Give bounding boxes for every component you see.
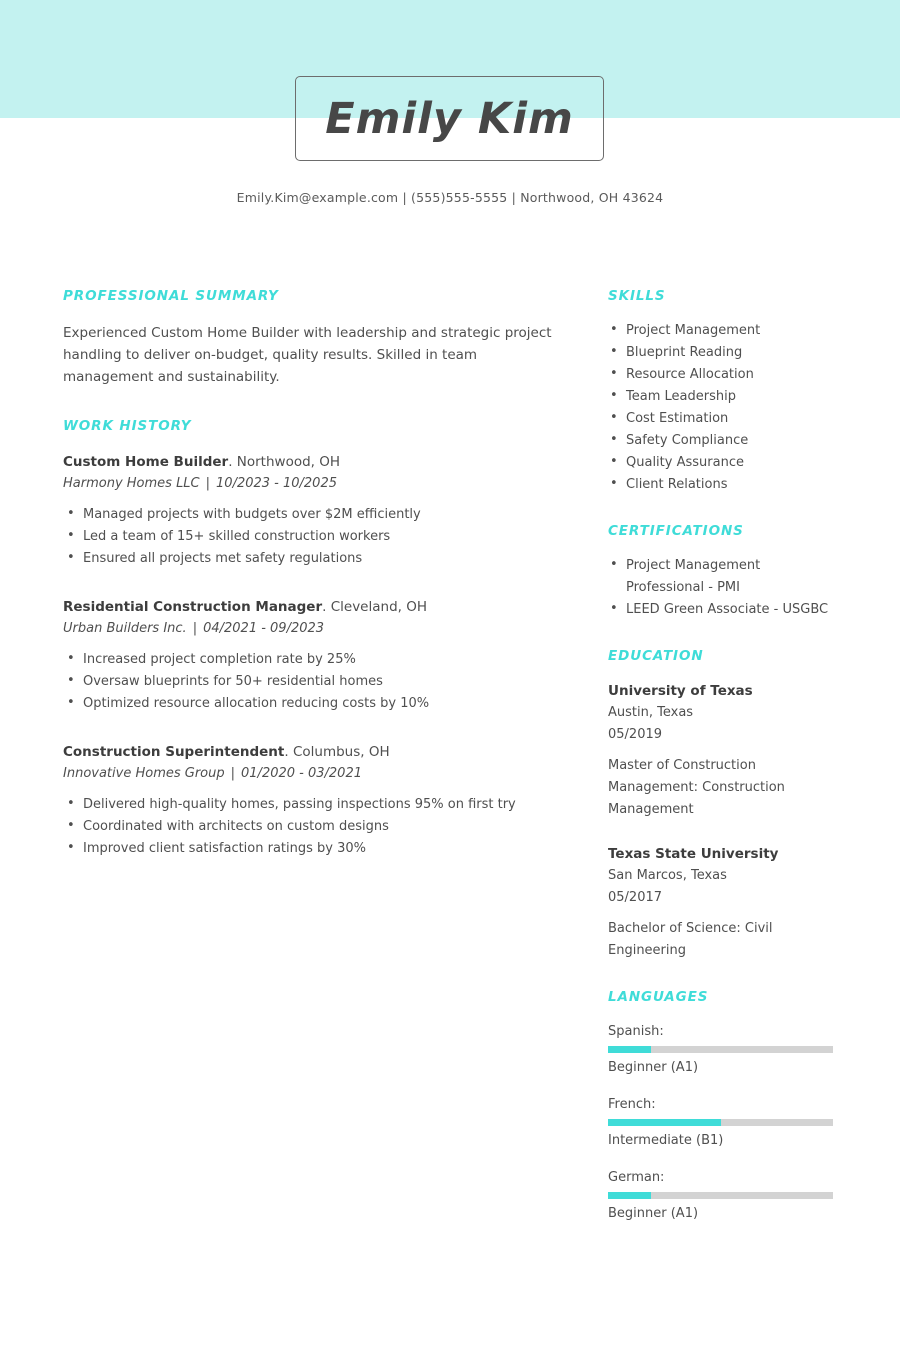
language-entry xyxy=(608,1167,840,1224)
language-entry xyxy=(608,1021,840,1078)
education-school: Texas State University xyxy=(608,846,779,862)
certifications-section xyxy=(608,523,840,621)
education-degree: Bachelor of Science: Civil Engineering xyxy=(608,921,773,958)
name-box xyxy=(295,76,604,161)
work-history-entry xyxy=(63,597,568,715)
contact-line: Emily.Kim@example.com | (555)555-5555 | Northwood, OH 43624 xyxy=(236,190,664,205)
skill-item: • Client Relations xyxy=(608,474,840,496)
language-name: Spanish: xyxy=(608,1024,664,1039)
skill-item: • Team Leadership xyxy=(608,386,840,408)
certification-item: • LEED Green Associate - USGBC xyxy=(608,599,840,621)
job-dates: 01/2020 - 03/2021 xyxy=(241,766,362,781)
job-location: . Columbus, OH xyxy=(284,744,390,760)
job-title: Construction Superintendent xyxy=(63,744,285,760)
job-meta-separator: | xyxy=(205,476,211,491)
skill-item: • Project Management xyxy=(608,320,840,342)
language-proficiency-bar xyxy=(608,1046,833,1053)
skills-section xyxy=(608,288,840,496)
language-level: Beginner (A1) xyxy=(608,1206,699,1221)
education-date: 05/2019 xyxy=(608,727,663,742)
job-meta xyxy=(63,473,568,494)
job-bullet: • Ensured all projects met safety regulations xyxy=(63,548,568,570)
job-company: Innovative Homes Group xyxy=(63,766,225,781)
work-history-entry xyxy=(63,742,568,860)
job-meta-separator: | xyxy=(192,621,198,636)
section-heading-summary: PROFESSIONAL SUMMARY xyxy=(63,288,279,304)
job-bullet-list xyxy=(63,794,568,860)
job-title: Residential Construction Manager xyxy=(63,599,323,615)
job-company: Harmony Homes LLC xyxy=(63,476,200,491)
right-column xyxy=(608,288,840,1251)
language-entry xyxy=(608,1094,840,1151)
job-meta xyxy=(63,763,568,784)
job-bullet: • Led a team of 15+ skilled construction workers xyxy=(63,526,568,548)
page-title: Emily Kim xyxy=(325,93,574,144)
job-heading xyxy=(63,597,568,618)
skill-item: • Quality Assurance xyxy=(608,452,840,474)
job-bullet: • Increased project completion rate by 25% xyxy=(63,649,568,671)
job-heading xyxy=(63,742,568,763)
language-name: French: xyxy=(608,1097,656,1112)
languages-section xyxy=(608,989,840,1224)
language-proficiency-fill xyxy=(608,1119,721,1126)
education-location: Austin, Texas xyxy=(608,705,694,720)
section-heading-work-history: WORK HISTORY xyxy=(63,418,192,434)
skill-item: • Blueprint Reading xyxy=(608,342,840,364)
work-history-entry xyxy=(63,452,568,570)
job-bullet-list xyxy=(63,504,568,570)
education-school: University of Texas xyxy=(608,683,753,699)
job-location: . Cleveland, OH xyxy=(322,599,427,615)
job-company: Urban Builders Inc. xyxy=(63,621,187,636)
job-title: Custom Home Builder xyxy=(63,454,229,470)
education-degree: Master of Construction Management: Construction Management xyxy=(608,758,785,817)
job-meta-separator: | xyxy=(230,766,236,781)
job-dates: 04/2021 - 09/2023 xyxy=(203,621,325,636)
left-column xyxy=(63,288,568,890)
skill-item: • Resource Allocation xyxy=(608,364,840,386)
job-bullet-list xyxy=(63,649,568,715)
job-location: . Northwood, OH xyxy=(228,454,341,470)
language-proficiency-fill xyxy=(608,1046,651,1053)
job-bullet: • Optimized resource allocation reducing costs by 10% xyxy=(63,693,568,715)
skills-list xyxy=(608,320,840,496)
job-bullet: • Oversaw blueprints for 50+ residential homes xyxy=(63,671,568,693)
language-name: German: xyxy=(608,1170,665,1185)
summary-text: Experienced Custom Home Builder with leadership and strategic project handling to deliver on-budget, quality results. Skilled in team management and sustainability. xyxy=(63,325,552,385)
education-date: 05/2017 xyxy=(608,890,663,905)
section-heading-certifications: CERTIFICATIONS xyxy=(608,523,744,539)
job-bullet: • Managed projects with budgets over $2M efficiently xyxy=(63,504,568,526)
education-entry xyxy=(608,680,840,821)
job-dates: 10/2023 - 10/2025 xyxy=(216,476,337,491)
language-level: Intermediate (B1) xyxy=(608,1133,724,1148)
language-proficiency-bar xyxy=(608,1192,833,1199)
section-heading-skills: SKILLS xyxy=(608,288,666,304)
job-meta xyxy=(63,618,568,639)
section-heading-languages: LANGUAGES xyxy=(608,989,709,1005)
skill-item: • Cost Estimation xyxy=(608,408,840,430)
language-level: Beginner (A1) xyxy=(608,1060,699,1075)
job-bullet: • Delivered high-quality homes, passing inspections 95% on first try xyxy=(63,794,568,816)
education-section xyxy=(608,648,840,962)
education-location: San Marcos, Texas xyxy=(608,868,727,883)
job-bullet: • Improved client satisfaction ratings by 30% xyxy=(63,838,568,860)
job-bullet: • Coordinated with architects on custom designs xyxy=(63,816,568,838)
section-heading-education: EDUCATION xyxy=(608,648,704,664)
work-history-section xyxy=(63,418,568,860)
certifications-list xyxy=(608,555,840,621)
job-heading xyxy=(63,452,568,473)
language-proficiency-fill xyxy=(608,1192,651,1199)
skill-item: • Safety Compliance xyxy=(608,430,840,452)
certification-item: • Project Management Professional - PMI xyxy=(608,555,840,599)
education-entry xyxy=(608,843,840,962)
professional-summary-section xyxy=(63,288,568,388)
language-proficiency-bar xyxy=(608,1119,833,1126)
